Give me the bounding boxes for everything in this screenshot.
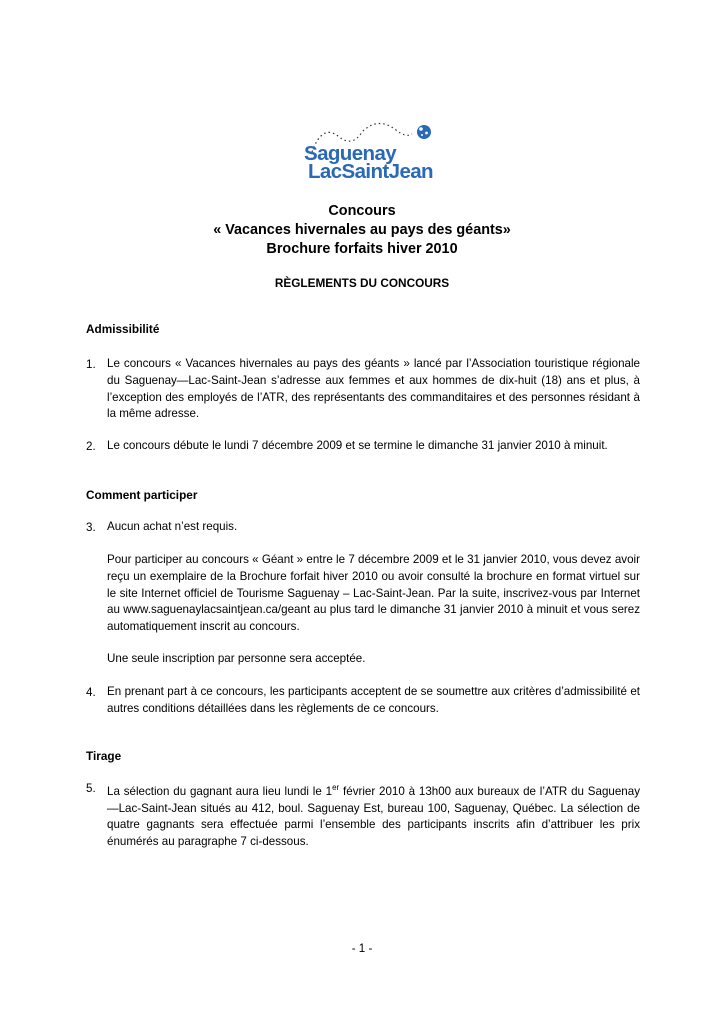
section-heading-participer: Comment participer xyxy=(86,488,198,502)
item-5-superscript: er xyxy=(332,783,340,792)
document-title-line3: Brochure forfaits hiver 2010 xyxy=(266,241,458,257)
section-heading-tirage: Tirage xyxy=(86,749,122,763)
item-number-2: 2. xyxy=(86,440,96,453)
item-5-text-start: La sélection du gagnant aura lieu lundi le 1 xyxy=(107,784,333,798)
item-text-5 xyxy=(107,780,640,851)
item-number-1: 1. xyxy=(86,358,96,371)
document-subtitle: RÈGLEMENTS DU CONCOURS xyxy=(274,276,450,290)
document-title-line1: Concours xyxy=(328,203,396,219)
item-3-paragraph-3: Une seule inscription par personne sera acceptée. xyxy=(107,652,366,665)
item-text-4: En prenant part à ce concours, les participants acceptent de se soumettre aux critères d’admissibilité et autres conditions détaillées dans les règlements de ce concours. xyxy=(107,685,640,715)
logo-text-saguenay: Saguenay xyxy=(304,142,397,165)
section-heading-admissibilite: Admissibilité xyxy=(86,322,160,336)
item-3-paragraph-2: Pour participer au concours « Géant » entre le 7 décembre 2009 et le 31 janvier 2010, vous devez avoir reçu un exemplaire de la Brochure forfait hiver 2010 ou avoir consulté la brochure en format virtuel sur le site Internet officiel de Tourisme Saguenay – Lac-Saint-Jean. Par la suite, inscrivez-vous par Internet au www.saguenaylacsaintjean.ca/geant au plus tard le dimanche 31 janvier 2010 à minuit et vous serez automatiquement inscrit au concours. xyxy=(107,553,640,634)
item-text-2: Le concours débute le lundi 7 décembre 2009 et se termine le dimanche 31 janvier 2010 à minuit. xyxy=(107,439,608,452)
item-number-3: 3. xyxy=(86,521,96,534)
item-number-5: 5. xyxy=(86,782,96,795)
logo-text-lacsaintjean: LacSaintJean xyxy=(308,160,433,183)
item-5-text-end: février 2010 à 13h00 aux bureaux de l’ATR du Saguenay—Lac-Saint-Jean situés au 412, boul. Saguenay Est, bureau 100, Saguenay, Québec. La sélection de quatre gagnants sera effectuée parmi l’ensemble des participants inscrits afin d’attribuer les prix énumérés au paragraphe 7 ci-dessous. xyxy=(107,784,640,849)
item-text-1: Le concours « Vacances hivernales au pays des géants » lancé par l’Association touristique régionale du Saguenay—Lac-Saint-Jean s’adresse aux femmes et aux hommes de dix-huit (18) ans et plus, à l’exception des employés de l’ATR, des représentants des commanditaires et des personnes résidant à la même adresse. xyxy=(107,357,640,421)
item-text-3: Aucun achat n’est requis. xyxy=(107,520,238,533)
item-number-4: 4. xyxy=(86,686,96,699)
ball-icon xyxy=(417,125,431,139)
document-title-line2: « Vacances hivernales au pays des géants» xyxy=(213,222,511,238)
page-number: - 1 - xyxy=(351,942,373,955)
logo xyxy=(300,118,440,190)
